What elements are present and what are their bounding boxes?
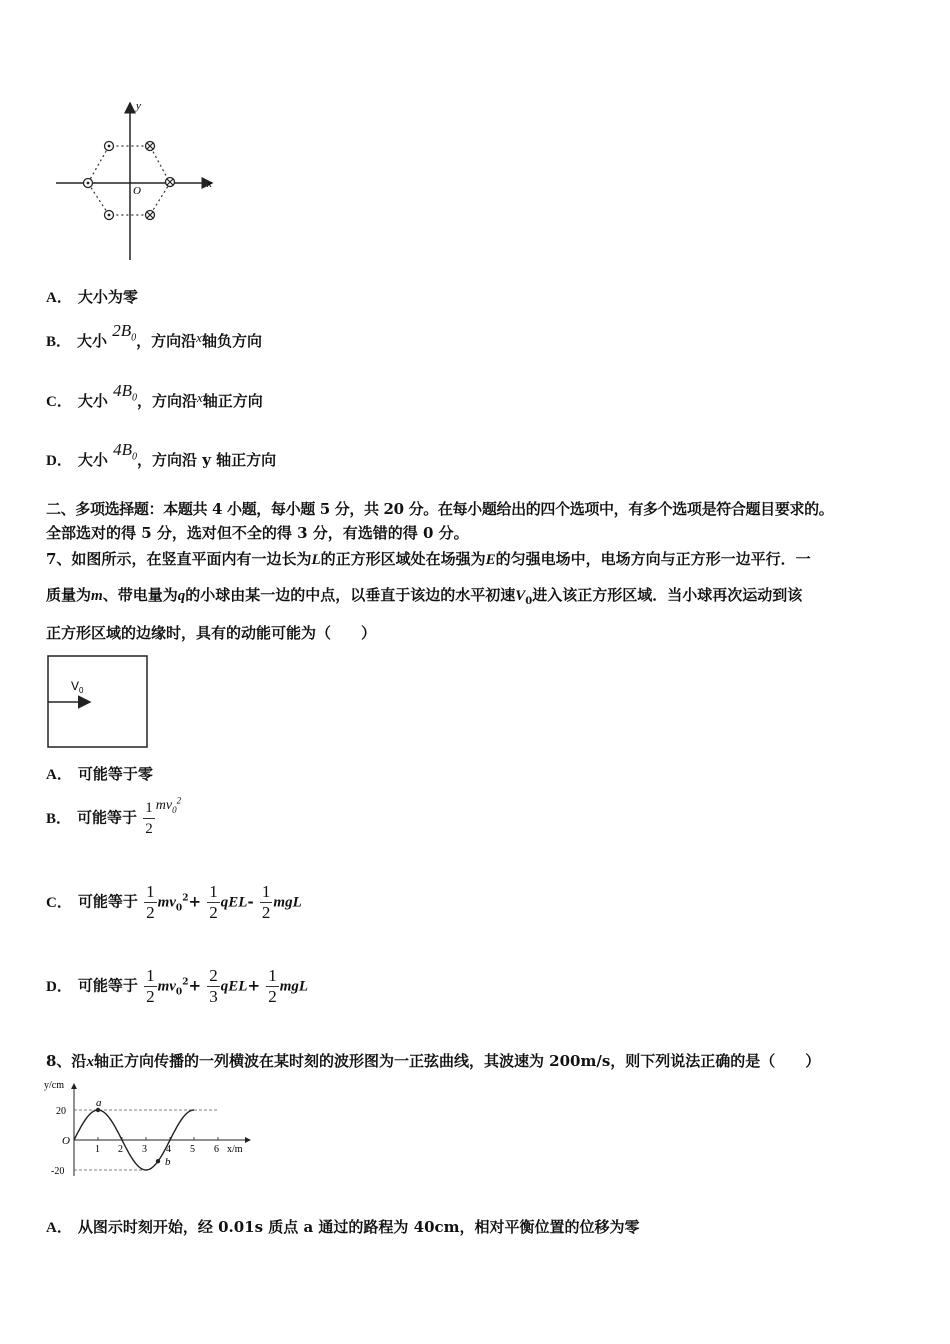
fraction: $\frac{2}{3}$ [209, 966, 218, 1006]
option-mid: ，方向沿 [136, 332, 197, 350]
axis-symbol: x [196, 330, 202, 345]
q8-stem: 8、沿x轴正方向传播的一列横波在某时刻的波形图为一正弦曲线，其波速为 200m/s，则下列说法正确的是（ ） [46, 1052, 821, 1070]
option-label: D． [46, 453, 72, 469]
section2-line2: 全部选对的得 5 分，选对但不全的得 3 分，有选错的得 0 分。 [46, 524, 469, 542]
x-tick-3: 3 [142, 1144, 147, 1155]
option-label: A． [46, 290, 72, 306]
axis-symbol: x [197, 390, 203, 405]
q7-option-d[interactable]: D． 可能等于 $\frac{1}{2}$ $mv_0^2+$ $\frac{2}{3}$ qEL+ $\frac{1}{2}$ mgL [46, 966, 309, 1006]
x-axis-label: x/m [227, 1144, 243, 1155]
q6-option-a[interactable] [46, 286, 138, 307]
wave-graph [42, 1076, 257, 1186]
option-post: ，方向沿 y 轴正方向 [136, 451, 277, 469]
math-expr: $mv_0^2$ [155, 794, 182, 815]
magnitude-math: $4B_0$ [113, 440, 137, 463]
x-tick-6: 6 [214, 1144, 219, 1155]
fraction: $\frac{1}{2}$ [146, 882, 155, 922]
x-tick-5: 5 [190, 1144, 195, 1155]
origin-label: O [133, 185, 141, 197]
q7-line2: 质量为m、带电量为q的小球由某一边的中点，以垂直于该边的水平初速$V_0$进入该正方形区域．当小球再次运动到该 [46, 586, 803, 607]
q7-option-c[interactable]: C． 可能等于 $\frac{1}{2}$ $mv_0^2+$ $\frac{1}{2}$ qEL- $\frac{1}{2}$ mgL [46, 882, 302, 922]
q7-line1: 7、如图所示，在竖直平面内有一边长为L的正方形区域处在场强为E的匀强电场中，电场方向与正方形一边平行．一 [46, 550, 811, 568]
q6-option-d[interactable] [46, 440, 277, 472]
x-tick-4: 4 [166, 1144, 171, 1155]
option-pre: 大小 [77, 451, 108, 469]
option-label: B． [46, 334, 72, 350]
option-post: 轴正方向 [202, 392, 263, 410]
figure-hexagon-currents [50, 95, 230, 265]
q6-option-b[interactable] [46, 321, 262, 353]
fraction: $\frac{1}{2}$ [209, 882, 218, 922]
option-mid: ，方向沿 [136, 392, 197, 410]
fraction: $\frac{1}{2}$ [146, 966, 155, 1006]
wire-dot-bottom-left [105, 211, 114, 220]
q7-option-a[interactable]: A． 可能等于零 [46, 765, 153, 783]
q8-option-a[interactable]: A． 从图示时刻开始，经 0.01s 质点 a 通过的路程为 40cm，相对平衡位置的位移为零 [46, 1218, 640, 1236]
option-pre: 大小 [77, 332, 108, 350]
magnitude-math: $2B_0$ [112, 321, 137, 344]
fraction: $\frac{1}{2}$ [268, 966, 277, 1006]
point-b-label: b [165, 1156, 171, 1168]
fraction: $\frac{1}{2}$ [261, 882, 271, 922]
q7-line3: 正方形区域的边缘时，具有的动能可能为（ ） [46, 624, 377, 642]
q6-option-c[interactable] [46, 381, 263, 413]
point-b-marker [156, 1159, 160, 1163]
x-axis-label: x [207, 178, 212, 190]
y-axis-label: y [136, 100, 141, 112]
option-post: 轴负方向 [201, 332, 262, 350]
y-tick-neg20: -20 [51, 1166, 65, 1177]
x-tick-1: 1 [95, 1144, 100, 1155]
point-a-label: a [96, 1097, 102, 1109]
y-axis-label: y/cm [44, 1080, 64, 1091]
q7-option-b[interactable]: B． 可能等于 $\frac{1}{2}$ $mv_0^2$ [46, 794, 182, 837]
velocity-label: $V_0$ [71, 679, 84, 695]
wire-cross-right [166, 178, 175, 187]
figure-square-v0 [46, 654, 150, 750]
option-label: C． [46, 394, 72, 410]
option-text: 大小为零 [77, 288, 138, 306]
section2-line1: 二、多项选择题：本题共 4 小题，每小题 5 分，共 20 分。在每小题给出的四个选项中，有多个选项是符合题目要求的。 [46, 500, 834, 518]
origin-label: O [62, 1135, 70, 1147]
wire-dot-top-left [105, 142, 114, 151]
magnitude-math: $4B_0$ [113, 381, 137, 404]
wire-dot-left [84, 179, 93, 188]
wire-cross-bottom-right [146, 211, 155, 220]
y-tick-20: 20 [56, 1106, 66, 1117]
option-pre: 大小 [77, 392, 108, 410]
fraction: $\frac{1}{2}$ [145, 800, 153, 837]
wire-cross-top-right [146, 142, 155, 151]
x-tick-2: 2 [118, 1144, 123, 1155]
